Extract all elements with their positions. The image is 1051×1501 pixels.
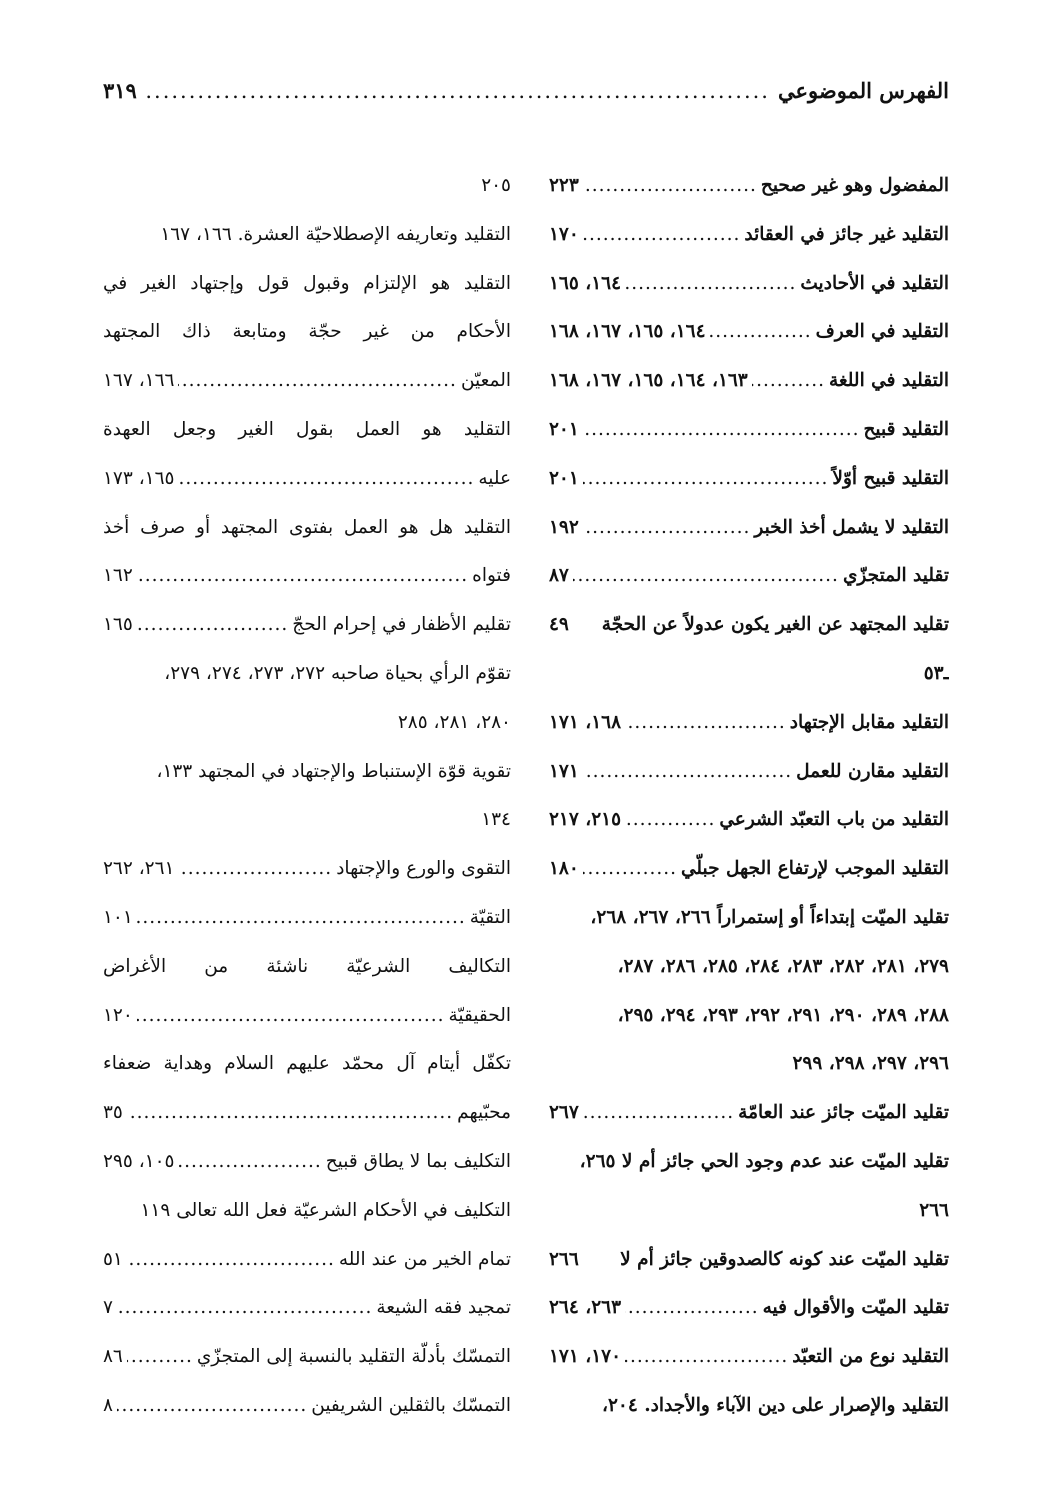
index-entry-term: تقليد الميّت إبتداءاً أو إستمراراً ٢٦٦، ٢٦٧، ٢٦٨، — [590, 906, 949, 928]
index-entry-term: التقليد من باب التعبّد الشرعي — [719, 809, 949, 831]
header-dot-leader — [145, 79, 770, 103]
dot-leader — [583, 211, 741, 260]
dot-leader — [178, 455, 474, 504]
index-entry — [549, 308, 949, 357]
index-entry-term: التقليد في العرف — [815, 321, 949, 343]
index-entry-term: التقليد هل هو العمل بفتوى المجتهد أو صرف أخذ — [103, 516, 511, 538]
index-entry-term: ٢٨٨، ٢٨٩، ٢٩٠، ٢٩١، ٢٩٢، ٢٩٣، ٢٩٤، ٢٩٥، — [617, 1004, 949, 1026]
index-entry-pages: ٢٦١، ٢٦٢ — [103, 858, 175, 880]
index-entry-pages: ٨٧ — [549, 565, 569, 587]
page-title: الفهرس الموضوعي — [777, 78, 949, 103]
dot-leader — [137, 992, 445, 1041]
index-entry-term: ٢٧٩، ٢٨١، ٢٨٢، ٢٨٣، ٢٨٤، ٢٨٥، ٢٨٦، ٢٨٧، — [617, 955, 949, 977]
dot-leader — [625, 699, 786, 748]
right-index-column — [549, 162, 949, 1442]
index-entry — [549, 650, 949, 699]
index-entry-term: التقليد قبيح — [863, 418, 949, 440]
index-entry — [103, 1187, 511, 1236]
dot-leader — [137, 552, 468, 601]
index-entry-term: التقليد قبيح أوّلاً — [832, 467, 949, 489]
index-entry-term: ١٣٤ — [481, 809, 511, 831]
dot-leader — [583, 162, 757, 211]
index-entry-pages: ١٦٥، ١٧٣ — [103, 467, 175, 489]
index-entry — [103, 504, 511, 553]
index-entry-term: التكليف في الأحكام الشرعيّة فعل الله تعالى ١١٩ — [140, 1199, 511, 1221]
index-entry-term: التقيّة — [469, 906, 511, 928]
index-entry-term: فتواه — [472, 565, 511, 587]
index-entry-term: التقوى والورع والإجتهاد — [336, 858, 511, 880]
dot-leader — [583, 1089, 734, 1138]
index-entry-pages: ٢٦٣، ٢٦٤ — [549, 1297, 622, 1319]
index-entry-pages: ٥١ — [103, 1248, 123, 1270]
index-entry — [103, 455, 511, 504]
index-entry-term: تقوّم الرأي بحياة صاحبه ٢٧٢، ٢٧٣، ٢٧٤، ٢٧٩، — [164, 662, 511, 684]
index-entry — [549, 894, 949, 943]
index-entry-term: تمام الخير من عند الله — [338, 1248, 511, 1270]
index-entry — [549, 260, 949, 309]
index-entry — [549, 748, 949, 797]
index-entry-pages: ٢١٥، ٢١٧ — [549, 809, 622, 831]
index-entry — [549, 992, 949, 1041]
index-entry-term: التقليد والإصرار على دين الآباء والأجداد. ٢٠٤، — [601, 1394, 949, 1416]
index-entry-term: التمسّك بالثقلين الشريفين — [311, 1394, 511, 1416]
dot-leader — [573, 552, 839, 601]
index-entry — [103, 1236, 511, 1285]
index-entry-pages: ١٢٠ — [103, 1004, 133, 1026]
index-entry — [549, 552, 949, 601]
index-entry-term: تقليد الميّت جائز عند العامّة — [738, 1102, 949, 1124]
dot-leader — [117, 1382, 307, 1431]
index-entry-term: المعيّن — [460, 370, 511, 392]
index-entry-pages: ١٧٠ — [549, 223, 579, 245]
index-entry — [549, 211, 949, 260]
index-entry-pages: ١٦٥ — [103, 614, 133, 636]
dot-leader — [137, 601, 288, 650]
index-entry-term: التقليد مقابل الإجتهاد — [789, 711, 949, 733]
index-entry-term: التمسّك بأدلّة التقليد بالنسبة إلى المتجزّي — [196, 1346, 511, 1368]
dot-leader — [710, 308, 812, 357]
index-entry — [549, 1187, 949, 1236]
index-entry — [549, 845, 949, 894]
index-entry-pages: ١٦٦، ١٦٧ — [103, 370, 175, 392]
dot-leader — [625, 1333, 788, 1382]
index-entry-term: الحقيقيّة — [448, 1004, 511, 1026]
dot-leader — [625, 1284, 759, 1333]
index-entry-term: التقليد مقارن للعمل — [796, 760, 949, 782]
index-entry — [103, 552, 511, 601]
page-header — [103, 78, 949, 118]
index-entry-pages: ١٦٤، ١٦٥ — [549, 272, 622, 294]
index-entry — [103, 1382, 511, 1431]
index-entry-term: تمجيد فقه الشيعة — [376, 1297, 511, 1319]
index-entry-term: تقليد المتجزّي — [842, 565, 949, 587]
index-entry — [549, 1382, 949, 1431]
index-entry — [103, 650, 511, 699]
index-entry — [103, 1333, 511, 1382]
index-entry — [549, 943, 949, 992]
index-entry — [103, 796, 511, 845]
index-entry-pages: ١٧١ — [549, 760, 579, 782]
index-entry — [549, 1284, 949, 1333]
left-index-column — [103, 162, 511, 1442]
index-entry-pages: ١٩٢ — [549, 516, 579, 538]
index-entry-term: التكاليف الشرعيّة ناشئة من الأغراض — [103, 955, 511, 977]
page-number: ٣١٩ — [103, 78, 137, 103]
index-entry-pages: ٧ — [103, 1297, 113, 1319]
index-entry-term: ـ٥٣ — [923, 662, 949, 684]
dot-leader — [137, 894, 466, 943]
dot-leader — [583, 504, 751, 553]
index-entry-term: محبّيهم — [457, 1102, 511, 1124]
index-entry-term: التقليد لا يشمل أخذ الخبر — [754, 516, 949, 538]
index-entry-term: تكفّل أيتام آل محمّد عليهم السلام وهداية ضعفاء — [103, 1053, 511, 1075]
index-entry-term: التكليف بما لا يطاق قبيح — [325, 1150, 511, 1172]
dot-leader — [127, 1333, 193, 1382]
dot-leader — [583, 845, 677, 894]
index-entry — [103, 211, 511, 260]
index-entry-pages: ٢٦٦ — [549, 1248, 579, 1270]
dot-leader — [178, 845, 332, 894]
index-entry-pages: ٣٥ — [103, 1102, 123, 1124]
dot-leader — [583, 455, 829, 504]
index-entry — [103, 308, 511, 357]
index-entry — [549, 699, 949, 748]
index-entry — [103, 601, 511, 650]
dot-leader — [583, 748, 792, 797]
index-entry-term: التقليد وتعاريفه الإصطلاحيّة العشرة. ١٦٦، ١٦٧ — [160, 223, 511, 245]
index-entry — [549, 1333, 949, 1382]
index-entry — [549, 504, 949, 553]
index-entry — [103, 699, 511, 748]
index-entry — [103, 1040, 511, 1089]
index-entry — [103, 992, 511, 1041]
index-entry — [103, 260, 511, 309]
index-entry — [549, 455, 949, 504]
index-entry-term: التقليد في الأحاديث — [800, 272, 949, 294]
index-entry — [103, 1138, 511, 1187]
index-entry-pages: ١٨٠ — [549, 858, 579, 880]
index-entry — [103, 845, 511, 894]
index-entry-pages: ١٦٣، ١٦٤، ١٦٥، ١٦٧، ١٦٨ — [549, 370, 748, 392]
index-entry-pages: ٨ — [103, 1394, 113, 1416]
index-entry-pages: ١٧٠، ١٧١ — [549, 1346, 622, 1368]
index-entry-term: المفضول وهو غير صحيح — [760, 175, 949, 196]
index-entry — [103, 162, 511, 211]
index-entry — [549, 1138, 949, 1187]
index-entry-pages: ٢٠١ — [549, 467, 579, 489]
index-entry-term: التقليد الموجب لإرتفاع الجهل جبلّي — [680, 858, 949, 880]
index-entry-pages: ٨٦ — [103, 1346, 123, 1368]
index-entry-term: ٢٠٥ — [481, 175, 511, 196]
index-entry — [103, 943, 511, 992]
index-entry-term: تقوية قوّة الإستنباط والإجتهاد في المجتهد ١٣٣، — [156, 760, 511, 782]
dot-leader — [583, 406, 860, 455]
index-entry-pages: ١٠١ — [103, 906, 133, 928]
dot-leader — [625, 796, 715, 845]
index-entry-term: التقليد نوع من التعبّد — [792, 1346, 949, 1368]
index-entry-term: تقليد الميّت عند كونه كالصدوقين جائز أم لا — [620, 1248, 949, 1270]
index-entry-term: تقليم الأظفار في إحرام الحجّ — [292, 614, 511, 636]
index-entry — [103, 406, 511, 455]
dot-leader — [625, 260, 796, 309]
dot-leader — [117, 1284, 372, 1333]
index-entry — [549, 1040, 949, 1089]
index-entry-pages: ٢٠١ — [549, 418, 579, 440]
index-entry-pages: ١٠٥، ٢٩٥ — [103, 1150, 175, 1172]
dot-leader — [178, 1138, 321, 1187]
index-entry-term: التقليد هو العمل بقول الغير وجعل العهدة — [103, 418, 511, 440]
index-entry-term: التقليد في اللغة — [828, 370, 949, 392]
dot-leader — [127, 1089, 453, 1138]
dot-leader — [127, 1236, 335, 1285]
index-entry — [549, 357, 949, 406]
index-entry — [103, 1284, 511, 1333]
index-entry-pages: ٤٩ — [549, 614, 569, 636]
index-entry — [103, 1089, 511, 1138]
index-entry-term: عليه — [478, 467, 511, 489]
dot-leader — [752, 357, 825, 406]
index-entry — [549, 406, 949, 455]
index-entry-term: ٢٨٠، ٢٨١، ٢٨٥ — [397, 711, 511, 733]
index-entry-term: ٢٩٦، ٢٩٧، ٢٩٨، ٢٩٩ — [792, 1053, 949, 1075]
index-entry — [103, 357, 511, 406]
index-entry — [103, 748, 511, 797]
index-entry-pages: ١٦٨، ١٧١ — [549, 711, 622, 733]
index-entry — [549, 1089, 949, 1138]
index-entry-term: تقليد الميّت والأقوال فيه — [762, 1297, 949, 1319]
index-entry-pages: ٢٦٧ — [549, 1102, 579, 1124]
index-entry-pages: ٢٢٣ — [549, 175, 579, 196]
index-entry — [549, 162, 949, 211]
index-entry-pages: ١٦٢ — [103, 565, 133, 587]
dot-leader — [178, 357, 456, 406]
index-entry — [549, 796, 949, 845]
index-entry — [103, 894, 511, 943]
index-entry-term: التقليد غير جائز في العقائد — [744, 223, 949, 245]
index-entry-term: ٢٦٦ — [919, 1199, 949, 1221]
index-entry — [549, 1236, 949, 1285]
index-entry — [549, 601, 949, 650]
index-entry-term: تقليد المجتهد عن الغير يكون عدولاً عن الحجّة — [601, 614, 949, 636]
index-entry-pages: ١٦٤، ١٦٥، ١٦٧، ١٦٨ — [549, 321, 706, 343]
index-entry-term: الأحكام من غير حجّة ومتابعة ذاك المجتهد — [103, 321, 511, 343]
index-entry-term: التقليد هو الإلتزام وقبول قول وإجتهاد الغير في — [103, 272, 511, 294]
index-entry-term: تقليد الميّت عند عدم وجود الحي جائز أم لا ٢٦٥، — [579, 1150, 949, 1172]
